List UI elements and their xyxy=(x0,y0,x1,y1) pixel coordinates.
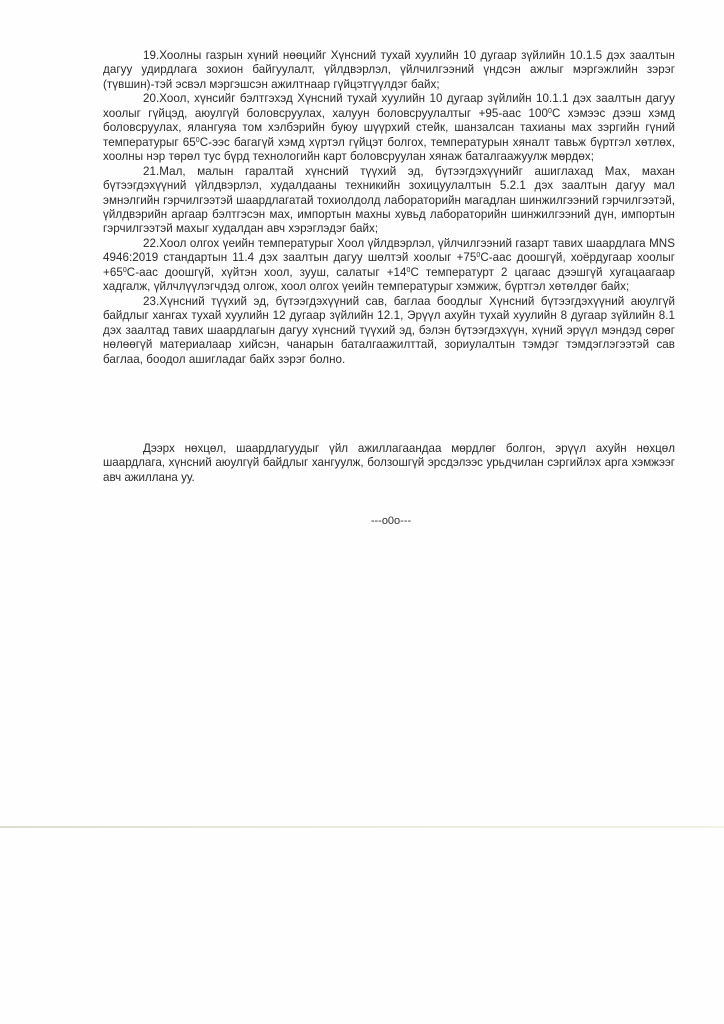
paragraph-number: 20. xyxy=(143,92,160,106)
paragraph-text: Мал, малын гаралтай хүнсний түүхий эд, бүтээгдэхүүнийг ашиглахад Мах, махан бүтээгдэхүүний үйлдвэрлэл, худалдааны техникийн зохицуулалтын 5.2.1 дэх заалтын дагуу мал эмнэлгийн гэрчилгээтэй шаардлагатай тохиолдолд лабораторийн магадлан шинжилгээний гэрчилгээтэй, үйлдвэрийн аргаар бэлтгэсэн мах, импортын махны хувьд лабораторийн шинжилгээний дүн, импортын гэрчилгээтэй махыг худалдан авч хэрэглэдэг байх; xyxy=(103,164,675,236)
paragraph-text: С-аас доошгүй, хүйтэн хоол, зууш, салатыг +14 xyxy=(126,265,407,279)
paragraph-text: С-аас доошгүй, хоёрдугаар хоолыг +65 xyxy=(103,251,675,279)
closing-paragraph xyxy=(103,442,675,485)
paragraph-number: 19. xyxy=(143,49,160,62)
paragraph-text: Хүнсний түүхий эд, бүтээгдэхүүний сав, баглаа боодлыг Хүнсний бүтээгдэхүүний аюулгүй байдлыг хангах тухай хуулийн 12 дугаар зүйлийн 12.1, Эрүүл ахуйн тухай хуулийн 8 дугаар зүйлийн 8.1 дэх заалтад тавих шаардлагын дагуу хүнсний түүхий эд, бэлэн бүтээгдэхүүн, хүний эрүүл мэндэд сөрөг нөлөөгүй материалаар хийсэн, чанарын баталгаажилттай, зориулалтын тэмдэг тэмдэглэгээтэй сав баглаа, боодол ашигладаг байх зэрэг болно. xyxy=(103,294,675,366)
scan-edge-line xyxy=(0,826,724,828)
paragraph-21 xyxy=(103,165,675,237)
paragraph-text: С хэмээс дээш хэмд боловсруулах, ялангуяа том хэлбэрийн буюу шүүрхий стейк, шанзалсан тахианы мах зэргийн гүний температурыг 65 xyxy=(103,106,675,149)
paragraph-text: Хоолны газрын хүний нөөцийг Хүнсний тухай хуулийн 10 дугаар зүйлийн 10.1.5 дэх заалтын дагуу удирдлага зохион байгуулалт, үйлдвэрлэл, үйлчилгээний үндсэн ажлыг мэргэжлийн зэрэг (түвшин)-тэй эсвэл мэргэшсэн ажилтнаар гүйцэтгүүлдэг байх; xyxy=(103,49,675,91)
paragraph-text: Хоол олгох үеийн температурыг Хоол үйлдвэрлэл, үйлчилгээний газарт тавих шаардлага MNS 4946:2019 стандартын 11.4 дэх заалтын дагуу шөлтэй хоолыг +75 xyxy=(103,236,675,265)
paragraph-23 xyxy=(103,295,675,367)
paragraph-number: 21. xyxy=(143,164,160,178)
paragraph-text: С-ээс багагүй хэмд хүртэл гүйцэт болгох, температурын хяналт тавьж бүртгэл хөтлөх, хоолны нэр төрөл тус бүрд технологийн карт боловсруулан хянаж баталгаажуулж мөрдөх; xyxy=(103,135,676,164)
degree-superscript: 0 xyxy=(122,266,127,274)
paragraph-22 xyxy=(103,237,675,295)
paragraph-number: 23. xyxy=(143,294,160,308)
document-body xyxy=(103,49,675,367)
paragraph-20 xyxy=(103,92,675,164)
closing-text: Дээрх нөхцөл, шаардлагуудыг үйл ажиллагаандаа мөрдлөг болгон, эрүүл ахуйн нөхцөл шаардлага, хүнсний аюулгүй байдлыг хангуулж, болзошгүй эрсдэлээс урьдчилан сэргийлэх арга хэмжээг авч ажиллана уу. xyxy=(103,442,675,484)
degree-superscript: 0 xyxy=(195,136,200,144)
degree-superscript: 0 xyxy=(476,252,481,260)
degree-superscript: 0 xyxy=(548,107,552,115)
degree-superscript: 0 xyxy=(406,266,411,274)
paragraph-number: 22. xyxy=(143,236,160,250)
paragraph-text: Хоол, хүнсийг бэлтгэхэд Хүнсний тухай хуулийн 10 дугаар зүйлийн 10.1.1 дэх заалтын дагуу хоолыг гүйцэд, аюулгүй боловсруулах, халуун боловсруулалтыг +95-аас 100 xyxy=(103,92,675,120)
end-separator: ---o0o--- xyxy=(370,515,412,527)
paragraph-text: С температурт 2 цагаас дээшгүй хугацаагаар хадгалж, үйлчлүүлэгчдэд олгож, хоол олгох үеийн температурыг хэмжиж, бүртгэл хөтөлдөг байх; xyxy=(103,265,675,294)
paragraph-19 xyxy=(103,49,675,92)
